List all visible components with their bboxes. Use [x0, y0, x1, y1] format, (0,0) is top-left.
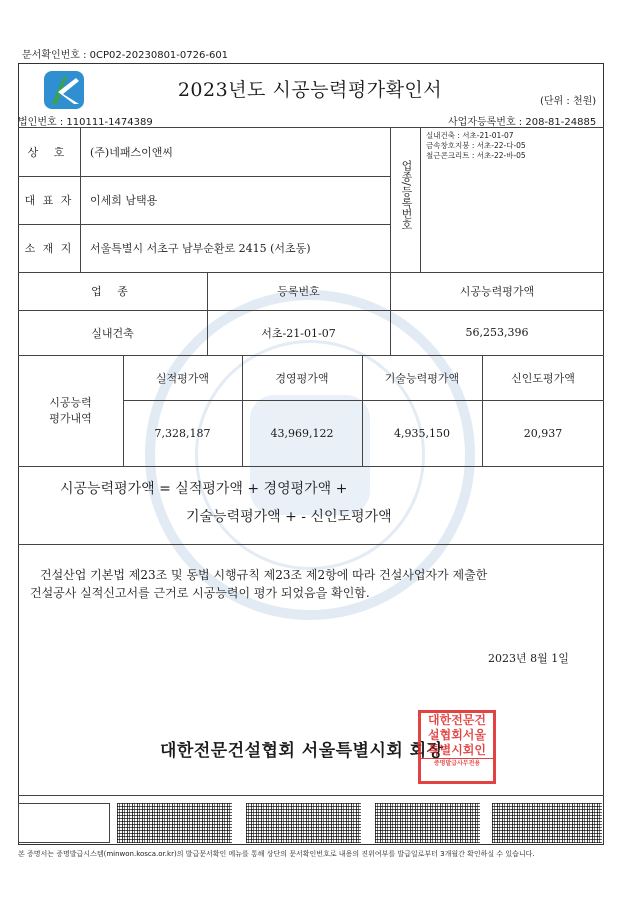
blank-box: [18, 803, 110, 843]
ceo-name: 이세희 남택용: [90, 194, 158, 207]
document-number: 문서확인번호 : 0CP02-20230801-0726-601: [22, 50, 229, 61]
registration-item: 실내건축 : 서초-21-01-07: [426, 131, 514, 140]
registration-list: [426, 131, 526, 161]
company-name: (주)네패스이앤씨: [90, 145, 173, 159]
address-label: 소 재 지: [24, 242, 74, 255]
2d-barcode-4: [492, 803, 602, 843]
business-number: 사업자등록번호 : 208-81-24885: [448, 117, 597, 128]
header-performance: 실적평가액: [155, 371, 210, 385]
table1-header-regno: 등록번호: [277, 285, 320, 298]
statement-line2: 건설공사 실적신고서를 근거로 시공능력이 평가 되었음을 확인함.: [30, 586, 370, 600]
value-technical: 4,935,150: [394, 426, 450, 440]
header-credibility: 신인도평가액: [511, 371, 575, 385]
2d-barcode-2: [246, 803, 361, 843]
kosca-logo-icon: [43, 70, 85, 110]
address-value: 서울특별시 서초구 남부순환로 2415 (서초동): [90, 242, 311, 255]
evaluation-details-label: 시공능력 평가내역: [49, 395, 92, 425]
registration-item: 철근콘크리트 : 서초-22-바-05: [426, 151, 526, 160]
header-management: 경영평가액: [275, 371, 329, 385]
2d-barcode-1: [117, 803, 232, 843]
issuer-name: 대한전문건설협회 서울특별시회 회장: [160, 741, 444, 761]
table1-header-industry: 업 종: [91, 285, 134, 298]
formula-line1: 시공능력평가액 = 실적평가액 + 경영평가액 +: [60, 481, 348, 497]
stamp-footer: 증명발급사무전용: [421, 758, 493, 769]
2d-barcode-3: [375, 803, 480, 843]
stamp-line: 대한전문건: [428, 713, 486, 727]
formula-line2: 기술능력평가액 + - 신인도평가액: [186, 509, 392, 525]
unit-label: (단위 : 천원): [540, 96, 597, 107]
table1-industry: 실내건축: [91, 326, 134, 340]
value-credibility: 20,937: [523, 426, 563, 440]
value-performance: 7,328,187: [154, 426, 211, 440]
registration-item: 금속창호지붕 : 서초-22-다-05: [426, 141, 526, 150]
stamp-line: 설협회서울: [428, 728, 486, 742]
page-title: 2023년도 시공능력평가확인서: [177, 79, 443, 101]
ceo-label: 대 표 자: [24, 194, 74, 207]
table1-capacity-value: 56,253,396: [465, 326, 529, 339]
table1-regno: 서초-21-01-07: [261, 326, 336, 340]
header-technical: 기술능력평가액: [384, 371, 460, 385]
stamp-line: 특별시회인: [428, 743, 486, 757]
footer-note: 본 증명서는 증명발급시스템(minwon.kosca.or.kr)의 발급문서확인 메뉴를 통해 상단의 문서확인번호로 내용의 진위여부를 발급일로부터 3개월간 확인하실 수 있습니다.: [18, 850, 535, 858]
table1-header-capacity: 시공능력평가액: [459, 285, 535, 298]
corporate-number: 법인번호 : 110111-1474389: [18, 117, 153, 128]
company-label: 상 호: [27, 145, 71, 159]
official-seal-stamp: [418, 710, 496, 784]
registration-label: 업종/등록번호: [400, 160, 413, 230]
statement-line1: 건설산업 기본법 제23조 및 동법 시행규칙 제23조 제2항에 따라 건설사업자가 제출한: [40, 568, 488, 582]
value-management: 43,969,122: [270, 426, 334, 440]
issue-date: 2023년 8월 1일: [488, 652, 569, 665]
